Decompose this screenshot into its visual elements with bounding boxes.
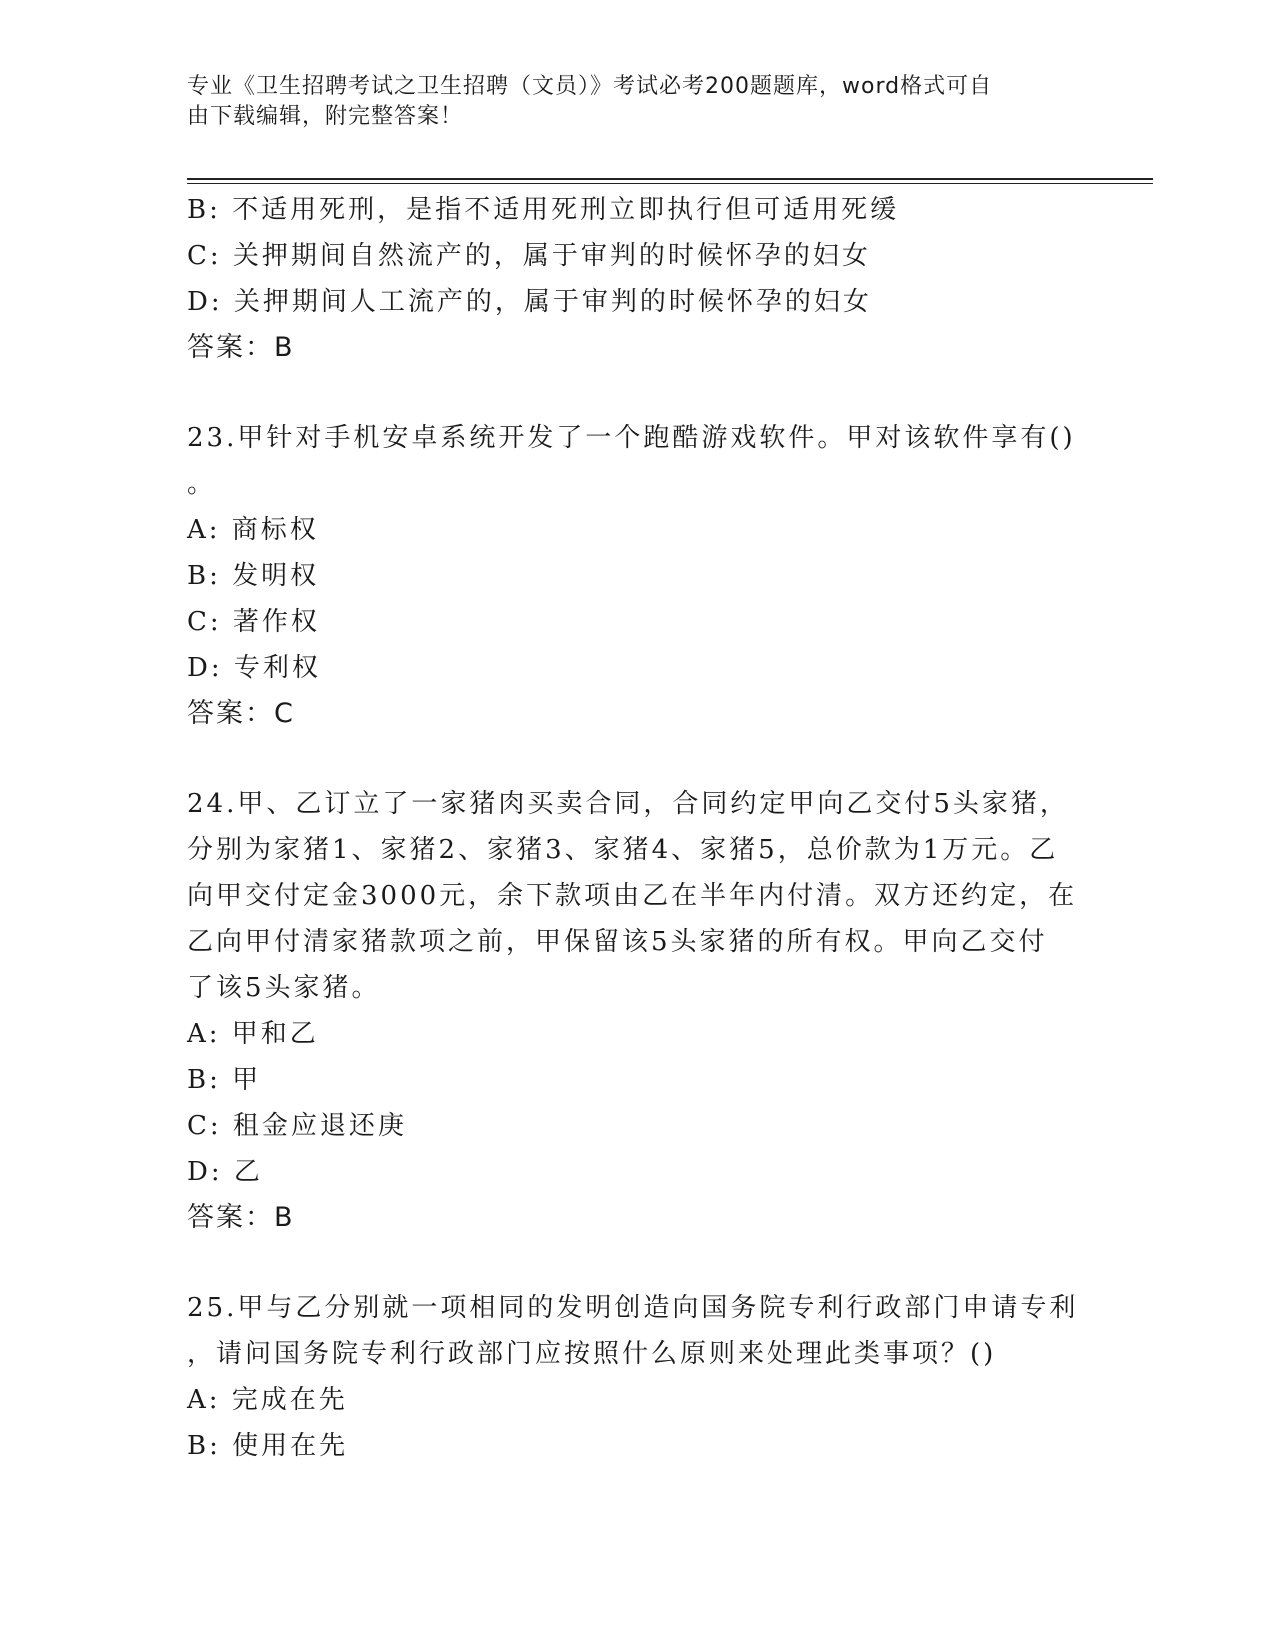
answer-line: 答案：B [187, 1202, 295, 1233]
option-b: B: 不适用死刑，是指不适用死刑立即执行但可适用死缓 [187, 195, 900, 225]
answer-line: 答案：C [187, 698, 295, 729]
option-b: B: 使用在先 [187, 1431, 349, 1461]
option-a: A: 甲和乙 [187, 1019, 319, 1049]
option-b: B: 发明权 [187, 561, 320, 591]
question-content [187, 187, 1087, 1469]
question-stem-line: 了该5头家猪。 [187, 973, 381, 1003]
question-stem-line: 。 [187, 469, 217, 499]
question-stem-line: 25.甲与乙分别就一项相同的发明创造向国务院专利行政部门申请专利 [187, 1293, 1079, 1323]
question-22-tail [187, 187, 1087, 371]
option-d: D: 专利权 [187, 653, 321, 683]
question-23 [187, 415, 1087, 737]
question-gap [187, 1241, 1087, 1285]
option-c: C: 著作权 [187, 607, 320, 637]
option-a: A: 完成在先 [187, 1385, 348, 1415]
answer-line: 答案：B [187, 332, 295, 363]
header-rule-thick [187, 178, 1153, 180]
question-stem-line: ，请问国务院专利行政部门应按照什么原则来处理此类事项？() [187, 1339, 997, 1369]
question-stem-line: 向甲交付定金3000元，余下款项由乙在半年内付清。双方还约定，在 [187, 881, 1078, 911]
question-25 [187, 1285, 1087, 1469]
question-gap [187, 737, 1087, 781]
header-line-1: 专业《卫生招聘考试之卫生招聘（文员）》考试必考200题题库，word格式可自 [187, 74, 993, 99]
option-d: D: 关押期间人工流产的，属于审判的时候怀孕的妇女 [187, 287, 872, 317]
option-b: B: 甲 [187, 1065, 262, 1095]
option-c: C: 租金应退还庚 [187, 1111, 407, 1141]
option-c: C: 关押期间自然流产的，属于审判的时候怀孕的妇女 [187, 241, 871, 271]
question-gap [187, 371, 1087, 415]
question-stem-line: 24.甲、乙订立了一家猪肉买卖合同，合同约定甲向乙交付5头家猪， [187, 789, 1069, 819]
option-a: A: 商标权 [187, 515, 319, 545]
header-line-2: 由下载编辑，附完整答案！ [187, 104, 464, 129]
document-header [187, 72, 1067, 132]
question-stem-line: 23.甲针对手机安卓系统开发了一个跑酷游戏软件。甲对该软件享有() [187, 423, 1076, 453]
question-stem-line: 分别为家猪1、家猪2、家猪3、家猪4、家猪5，总价款为1万元。乙 [187, 835, 1059, 865]
question-24 [187, 781, 1087, 1241]
header-rule-thin [187, 183, 1153, 184]
option-d: D: 乙 [187, 1157, 263, 1187]
question-stem-line: 乙向甲付清家猪款项之前，甲保留该5头家猪的所有权。甲向乙交付 [187, 927, 1048, 957]
